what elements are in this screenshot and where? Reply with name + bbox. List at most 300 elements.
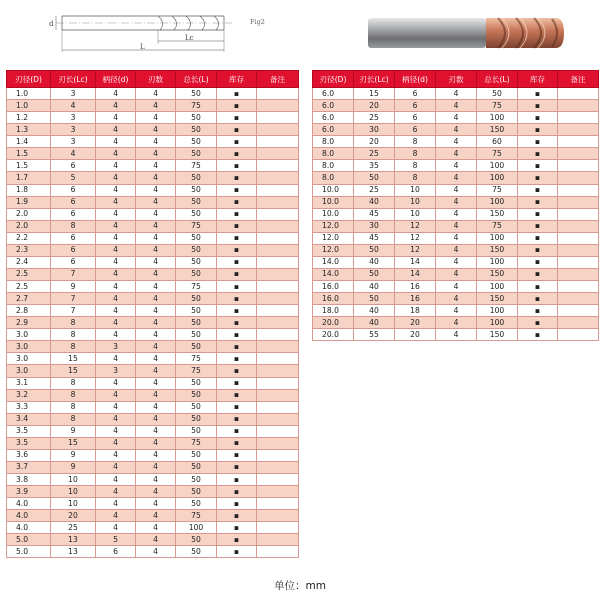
cell-shank-diameter: 12: [395, 244, 436, 256]
cell-stock: ▪: [217, 244, 257, 256]
cell-cutting-length: 7: [51, 293, 96, 305]
table-row: [7, 256, 299, 268]
cell-cutting-diameter: 8.0: [313, 136, 354, 148]
cell-remarks: [257, 437, 299, 449]
cell-stock: ▪: [518, 172, 558, 184]
cell-cutting-length: 15: [51, 437, 96, 449]
cell-cutting-diameter: 1.4: [7, 136, 51, 148]
cell-shank-diameter: 4: [96, 220, 136, 232]
cell-stock: ▪: [217, 353, 257, 365]
cell-overall-length: 150: [477, 208, 518, 220]
cell-cutting-diameter: 3.0: [7, 341, 51, 353]
table-row: [313, 317, 599, 329]
cell-overall-length: 50: [176, 449, 217, 461]
cell-overall-length: 50: [176, 546, 217, 558]
cell-stock: ▪: [518, 184, 558, 196]
cell-shank-diameter: 4: [96, 100, 136, 112]
cell-cutting-length: 30: [354, 124, 395, 136]
cell-shank-diameter: 18: [395, 305, 436, 317]
cell-remarks: [257, 486, 299, 498]
cell-overall-length: 50: [176, 474, 217, 486]
cell-shank-diameter: 6: [96, 546, 136, 558]
table-row: [313, 256, 599, 268]
cell-stock: ▪: [217, 486, 257, 498]
cell-overall-length: 150: [477, 329, 518, 341]
cell-shank-diameter: 14: [395, 268, 436, 280]
cell-shank-diameter: 12: [395, 232, 436, 244]
cell-cutting-length: 6: [51, 256, 96, 268]
cell-flutes: 4: [136, 425, 176, 437]
dim-Lc-label: Lc: [185, 34, 194, 42]
cell-stock: ▪: [518, 136, 558, 148]
cell-flutes: 4: [136, 208, 176, 220]
cell-stock: ▪: [518, 112, 558, 124]
cell-cutting-diameter: 12.0: [313, 232, 354, 244]
cell-stock: ▪: [518, 100, 558, 112]
cell-overall-length: 100: [477, 232, 518, 244]
cell-shank-diameter: 4: [96, 389, 136, 401]
cell-overall-length: 50: [176, 389, 217, 401]
cell-cutting-diameter: 3.5: [7, 425, 51, 437]
table-row: [7, 449, 299, 461]
cell-flutes: 4: [436, 317, 477, 329]
cell-flutes: 4: [136, 196, 176, 208]
cell-cutting-diameter: 1.9: [7, 196, 51, 208]
cell-overall-length: 50: [176, 112, 217, 124]
cell-overall-length: 50: [176, 413, 217, 425]
cell-shank-diameter: 10: [395, 208, 436, 220]
cell-shank-diameter: 4: [96, 208, 136, 220]
end-mill-photo: [366, 12, 566, 54]
dim-L-label: L: [140, 43, 145, 51]
cell-cutting-length: 10: [51, 486, 96, 498]
header-remarks: 备注: [257, 71, 299, 88]
cell-remarks: [257, 232, 299, 244]
cell-cutting-length: 5: [51, 172, 96, 184]
table-row: [7, 88, 299, 100]
cell-stock: ▪: [217, 232, 257, 244]
cell-cutting-length: 15: [51, 365, 96, 377]
cell-shank-diameter: 4: [96, 124, 136, 136]
cell-cutting-diameter: 6.0: [313, 88, 354, 100]
table-row: [313, 208, 599, 220]
header-overall-length: 总长(L): [477, 71, 518, 88]
cell-shank-diameter: 4: [96, 522, 136, 534]
cell-cutting-length: 3: [51, 136, 96, 148]
table-row: [7, 244, 299, 256]
spec-table-right: [312, 70, 599, 341]
cell-remarks: [558, 124, 599, 136]
cell-cutting-diameter: 10.0: [313, 208, 354, 220]
cell-overall-length: 75: [477, 148, 518, 160]
cell-overall-length: 75: [477, 184, 518, 196]
cell-stock: ▪: [217, 425, 257, 437]
table-row: [7, 317, 299, 329]
cell-flutes: 4: [136, 389, 176, 401]
cell-stock: ▪: [217, 112, 257, 124]
cell-stock: ▪: [217, 172, 257, 184]
cell-remarks: [558, 100, 599, 112]
cell-flutes: 4: [136, 534, 176, 546]
cell-flutes: 4: [436, 305, 477, 317]
figure-label: Fig2: [250, 18, 265, 26]
cell-shank-diameter: 6: [395, 112, 436, 124]
table-row: [313, 293, 599, 305]
cell-flutes: 4: [136, 510, 176, 522]
cell-flutes: 4: [436, 256, 477, 268]
cell-stock: ▪: [217, 136, 257, 148]
cell-overall-length: 50: [176, 317, 217, 329]
cell-cutting-length: 13: [51, 546, 96, 558]
cell-flutes: 4: [136, 160, 176, 172]
cell-overall-length: 100: [477, 172, 518, 184]
cell-remarks: [257, 474, 299, 486]
cell-remarks: [257, 88, 299, 100]
header-shank-diameter: 柄径(d): [96, 71, 136, 88]
cell-cutting-diameter: 20.0: [313, 329, 354, 341]
cell-overall-length: 100: [477, 160, 518, 172]
table-row: [7, 160, 299, 172]
cell-cutting-length: 8: [51, 220, 96, 232]
cell-flutes: 4: [436, 124, 477, 136]
table-row: [7, 461, 299, 473]
cell-shank-diameter: 4: [96, 353, 136, 365]
cell-remarks: [558, 317, 599, 329]
cell-remarks: [257, 281, 299, 293]
cell-flutes: 4: [136, 353, 176, 365]
cell-cutting-length: 3: [51, 88, 96, 100]
cell-shank-diameter: 8: [395, 172, 436, 184]
table-row: [7, 365, 299, 377]
table-row: [313, 172, 599, 184]
table-row: [7, 498, 299, 510]
table-row: [7, 184, 299, 196]
cell-remarks: [558, 305, 599, 317]
table-row: [313, 88, 599, 100]
cell-remarks: [257, 498, 299, 510]
cell-flutes: 4: [436, 244, 477, 256]
cell-flutes: 4: [136, 305, 176, 317]
cell-overall-length: 50: [176, 534, 217, 546]
cell-cutting-diameter: 8.0: [313, 172, 354, 184]
cell-overall-length: 50: [176, 172, 217, 184]
cell-shank-diameter: 6: [395, 88, 436, 100]
cell-cutting-length: 7: [51, 305, 96, 317]
cell-overall-length: 75: [176, 510, 217, 522]
cell-flutes: 4: [436, 220, 477, 232]
header-cutting-diameter: 刃径(D): [313, 71, 354, 88]
cell-flutes: 4: [436, 329, 477, 341]
cell-flutes: 4: [136, 498, 176, 510]
cell-cutting-length: 9: [51, 461, 96, 473]
cell-cutting-diameter: 6.0: [313, 100, 354, 112]
cell-overall-length: 50: [176, 329, 217, 341]
cell-cutting-diameter: 6.0: [313, 112, 354, 124]
cell-cutting-length: 40: [354, 281, 395, 293]
table-row: [7, 401, 299, 413]
dim-d-label: d: [49, 20, 54, 28]
cell-cutting-diameter: 14.0: [313, 268, 354, 280]
cell-cutting-diameter: 3.0: [7, 365, 51, 377]
cell-shank-diameter: 4: [96, 474, 136, 486]
cell-cutting-diameter: 1.3: [7, 124, 51, 136]
header-cutting-diameter: 刃径(D): [7, 71, 51, 88]
cell-overall-length: 150: [477, 268, 518, 280]
cell-stock: ▪: [217, 377, 257, 389]
cell-flutes: 4: [436, 293, 477, 305]
cell-cutting-diameter: 2.7: [7, 293, 51, 305]
cell-cutting-length: 9: [51, 449, 96, 461]
cell-remarks: [558, 329, 599, 341]
cell-shank-diameter: 4: [96, 148, 136, 160]
cell-stock: ▪: [518, 305, 558, 317]
cell-shank-diameter: 4: [96, 293, 136, 305]
cell-shank-diameter: 5: [96, 534, 136, 546]
cell-flutes: 4: [436, 196, 477, 208]
cell-shank-diameter: 20: [395, 329, 436, 341]
cell-cutting-diameter: 3.4: [7, 413, 51, 425]
cell-cutting-diameter: 8.0: [313, 148, 354, 160]
cell-cutting-length: 55: [354, 329, 395, 341]
cell-cutting-diameter: 4.0: [7, 510, 51, 522]
cell-stock: ▪: [217, 461, 257, 473]
table-row: [313, 305, 599, 317]
cell-flutes: 4: [136, 124, 176, 136]
cell-overall-length: 50: [176, 124, 217, 136]
cell-stock: ▪: [518, 329, 558, 341]
cell-overall-length: 150: [477, 293, 518, 305]
table-row: [7, 486, 299, 498]
table-row: [7, 148, 299, 160]
cell-cutting-diameter: 3.3: [7, 401, 51, 413]
cell-shank-diameter: 4: [96, 244, 136, 256]
cell-cutting-length: 13: [51, 534, 96, 546]
cell-shank-diameter: 8: [395, 160, 436, 172]
cell-flutes: 4: [436, 100, 477, 112]
cell-cutting-length: 40: [354, 256, 395, 268]
header-stock: 库存: [518, 71, 558, 88]
cell-remarks: [558, 256, 599, 268]
cell-overall-length: 100: [176, 522, 217, 534]
cell-cutting-diameter: 2.5: [7, 281, 51, 293]
cell-shank-diameter: 16: [395, 293, 436, 305]
cell-overall-length: 100: [477, 305, 518, 317]
table-row: [7, 437, 299, 449]
cell-flutes: 4: [436, 208, 477, 220]
cell-stock: ▪: [518, 293, 558, 305]
table-row: [7, 293, 299, 305]
cell-cutting-diameter: 4.0: [7, 522, 51, 534]
table-row: [313, 148, 599, 160]
cell-shank-diameter: 8: [395, 148, 436, 160]
cell-overall-length: 50: [176, 88, 217, 100]
cell-remarks: [257, 401, 299, 413]
cell-stock: ▪: [217, 317, 257, 329]
cell-flutes: 4: [436, 232, 477, 244]
table-header-row: [313, 71, 599, 88]
cell-shank-diameter: 4: [96, 256, 136, 268]
cell-cutting-length: 9: [51, 425, 96, 437]
cell-shank-diameter: 4: [96, 449, 136, 461]
cell-cutting-length: 6: [51, 160, 96, 172]
cell-remarks: [257, 100, 299, 112]
cell-cutting-length: 50: [354, 244, 395, 256]
cell-shank-diameter: 4: [96, 232, 136, 244]
cell-overall-length: 50: [477, 88, 518, 100]
cell-remarks: [257, 124, 299, 136]
cell-overall-length: 50: [176, 461, 217, 473]
cell-overall-length: 50: [176, 136, 217, 148]
cell-remarks: [257, 425, 299, 437]
cell-stock: ▪: [518, 208, 558, 220]
cell-stock: ▪: [217, 220, 257, 232]
cell-shank-diameter: 16: [395, 281, 436, 293]
cell-cutting-diameter: 2.4: [7, 256, 51, 268]
cell-cutting-length: 6: [51, 208, 96, 220]
cell-cutting-diameter: 3.5: [7, 437, 51, 449]
cell-cutting-diameter: 2.5: [7, 268, 51, 280]
cell-overall-length: 50: [176, 293, 217, 305]
header-cutting-length: 刃长(Lc): [51, 71, 96, 88]
table-row: [7, 208, 299, 220]
table-row: [7, 474, 299, 486]
cell-stock: ▪: [217, 208, 257, 220]
cell-stock: ▪: [217, 474, 257, 486]
cell-stock: ▪: [217, 401, 257, 413]
cell-cutting-diameter: 1.8: [7, 184, 51, 196]
cell-remarks: [558, 196, 599, 208]
cell-flutes: 4: [136, 256, 176, 268]
cell-overall-length: 75: [176, 353, 217, 365]
cell-flutes: 4: [136, 546, 176, 558]
cell-remarks: [558, 268, 599, 280]
cell-cutting-length: 8: [51, 341, 96, 353]
cell-remarks: [257, 534, 299, 546]
cell-flutes: 4: [136, 244, 176, 256]
cell-stock: ▪: [518, 220, 558, 232]
cell-overall-length: 50: [176, 196, 217, 208]
header-overall-length: 总长(L): [176, 71, 217, 88]
cell-shank-diameter: 4: [96, 510, 136, 522]
cell-overall-length: 150: [477, 124, 518, 136]
cell-cutting-diameter: 2.3: [7, 244, 51, 256]
table-row: [7, 522, 299, 534]
table-row: [313, 329, 599, 341]
cell-remarks: [558, 148, 599, 160]
cell-remarks: [257, 184, 299, 196]
table-row: [7, 329, 299, 341]
cell-cutting-diameter: 5.0: [7, 546, 51, 558]
cell-flutes: 4: [436, 172, 477, 184]
spec-table-left: [6, 70, 299, 558]
cell-flutes: 4: [136, 474, 176, 486]
cell-overall-length: 50: [176, 184, 217, 196]
cell-cutting-diameter: 10.0: [313, 184, 354, 196]
cell-cutting-length: 15: [51, 353, 96, 365]
header-flutes: 刃数: [436, 71, 477, 88]
cell-stock: ▪: [217, 160, 257, 172]
table-row: [7, 232, 299, 244]
cell-cutting-diameter: 3.8: [7, 474, 51, 486]
cell-flutes: 4: [136, 172, 176, 184]
cell-cutting-diameter: 6.0: [313, 124, 354, 136]
cell-stock: ▪: [217, 100, 257, 112]
table-row: [7, 377, 299, 389]
table-row: [313, 100, 599, 112]
cell-overall-length: 50: [176, 268, 217, 280]
cell-flutes: 4: [136, 184, 176, 196]
cell-shank-diameter: 4: [96, 268, 136, 280]
cell-flutes: 4: [136, 100, 176, 112]
cell-cutting-length: 10: [51, 498, 96, 510]
table-row: [313, 268, 599, 280]
cell-flutes: 4: [136, 461, 176, 473]
cell-cutting-diameter: 16.0: [313, 281, 354, 293]
cell-shank-diameter: 6: [395, 124, 436, 136]
cell-flutes: 4: [436, 184, 477, 196]
cell-remarks: [558, 172, 599, 184]
cell-remarks: [558, 220, 599, 232]
cell-cutting-diameter: 2.8: [7, 305, 51, 317]
cell-remarks: [257, 510, 299, 522]
cell-remarks: [558, 88, 599, 100]
cell-cutting-length: 40: [354, 317, 395, 329]
cell-cutting-length: 45: [354, 208, 395, 220]
cell-remarks: [257, 112, 299, 124]
cell-stock: ▪: [217, 365, 257, 377]
cell-cutting-length: 3: [51, 124, 96, 136]
cell-remarks: [257, 268, 299, 280]
cell-overall-length: 75: [176, 281, 217, 293]
table-row: [313, 244, 599, 256]
cell-stock: ▪: [217, 534, 257, 546]
cell-overall-length: 75: [477, 220, 518, 232]
cell-remarks: [257, 449, 299, 461]
cell-overall-length: 150: [477, 244, 518, 256]
cell-remarks: [257, 365, 299, 377]
cell-shank-diameter: 4: [96, 136, 136, 148]
cell-remarks: [558, 232, 599, 244]
cell-cutting-length: 6: [51, 232, 96, 244]
cell-stock: ▪: [518, 256, 558, 268]
cell-remarks: [257, 389, 299, 401]
table-row: [313, 220, 599, 232]
table-row: [7, 268, 299, 280]
cell-cutting-length: 50: [354, 172, 395, 184]
cell-overall-length: 50: [176, 244, 217, 256]
cell-cutting-diameter: 18.0: [313, 305, 354, 317]
cell-overall-length: 60: [477, 136, 518, 148]
table-row: [7, 100, 299, 112]
cell-overall-length: 50: [176, 232, 217, 244]
cell-cutting-diameter: 3.0: [7, 329, 51, 341]
cell-cutting-length: 8: [51, 413, 96, 425]
cell-cutting-diameter: 2.0: [7, 208, 51, 220]
cell-cutting-diameter: 3.9: [7, 486, 51, 498]
cell-remarks: [257, 293, 299, 305]
cell-overall-length: 50: [176, 256, 217, 268]
table-row: [7, 136, 299, 148]
cell-flutes: 4: [436, 160, 477, 172]
cell-cutting-diameter: 12.0: [313, 244, 354, 256]
cell-cutting-length: 6: [51, 196, 96, 208]
table-row: [7, 196, 299, 208]
cell-flutes: 4: [136, 341, 176, 353]
cell-shank-diameter: 3: [96, 341, 136, 353]
cell-shank-diameter: 20: [395, 317, 436, 329]
cell-cutting-length: 8: [51, 317, 96, 329]
table-row: [7, 510, 299, 522]
